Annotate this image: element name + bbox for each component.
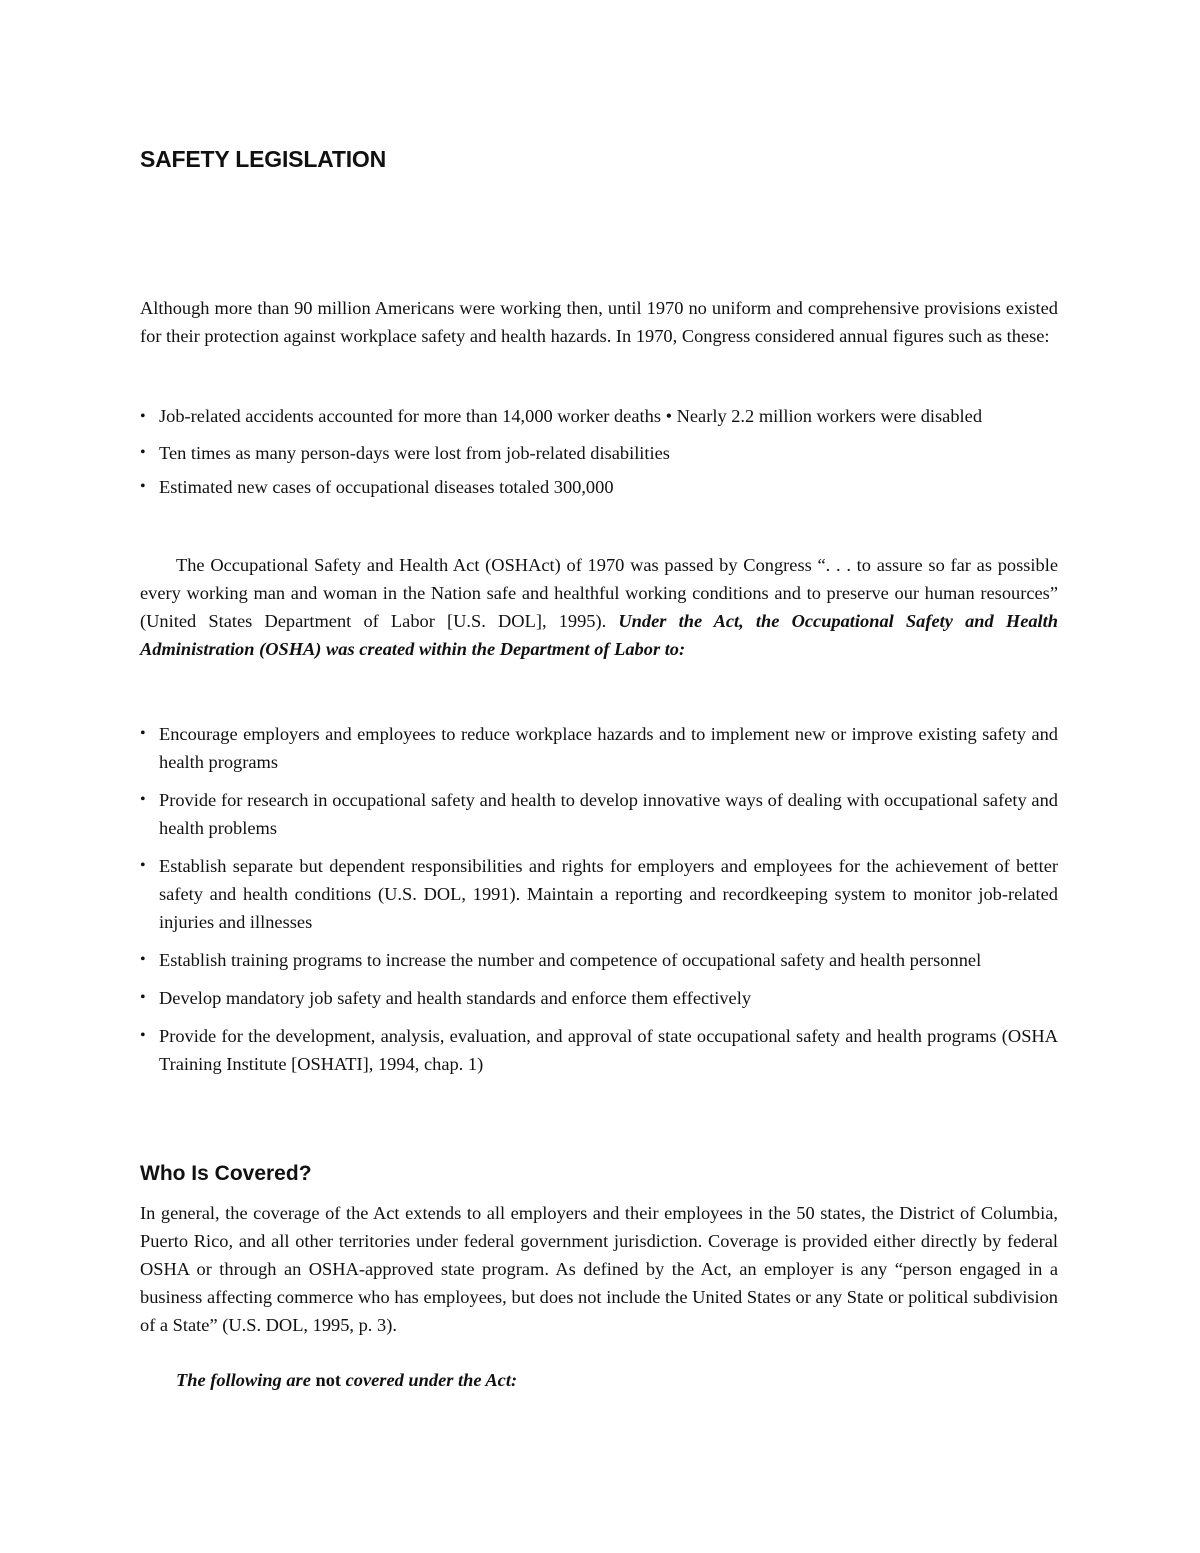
bullet-icon: • — [140, 478, 146, 495]
bullet-icon: • — [140, 951, 146, 968]
not-covered-part2: not — [310, 1370, 346, 1390]
list-item — [140, 473, 1058, 501]
list-item — [140, 720, 1058, 776]
list-item-text: Job-related accidents accounted for more than 14,000 worker deaths • Nearly 2.2 million workers were disabled — [159, 406, 983, 426]
list-item — [140, 786, 1058, 842]
osha-act-emphasis: Under the Act, the Occupational Safety and Health Administration (OSHA) was created within the Department of Labor to: — [140, 611, 1058, 659]
list-item-text: Estimated new cases of occupational diseases totaled 300,000 — [159, 477, 614, 497]
list-item — [140, 946, 1058, 974]
list-item — [140, 1022, 1058, 1078]
bullet-icon: • — [140, 1027, 146, 1044]
osha-act-text: The Occupational Safety and Health Act (OSHAct) of 1970 was passed by Congress “. . . to assure so far as possible every working man and woman in the Nation safe and healthful working conditions and to preserve our human resources” (United States Department of Labor [U.S. DOL], 1995). — [140, 555, 1058, 631]
list-item-text: Ten times as many person-days were lost from job-related disabilities — [159, 443, 670, 463]
bullet-icon: • — [140, 408, 146, 425]
purposes-list — [140, 720, 1058, 1088]
list-item-text: Encourage employers and employees to reduce workplace hazards and to implement new or improve existing safety and health programs — [159, 724, 1058, 772]
list-item-text: Establish separate but dependent responsibilities and rights for employers and employees for the achievement of better safety and health conditions (U.S. DOL, 1991). Maintain a reporting and recordkeeping system to monitor job-related injuries and illnesses — [159, 856, 1058, 932]
osha-act-paragraph — [140, 551, 1058, 663]
list-item — [140, 400, 1058, 433]
list-item-text: Provide for research in occupational safety and health to develop innovative ways of dealing with occupational safety and health problems — [159, 790, 1058, 838]
coverage-heading: Who Is Covered? — [140, 1162, 312, 1185]
list-item-text: Develop mandatory job safety and health standards and enforce them effectively — [159, 988, 752, 1008]
list-item-text: Provide for the development, analysis, evaluation, and approval of state occupational safety and health programs (OSHA Training Institute [OSHATI], 1994, chap. 1) — [159, 1026, 1058, 1074]
coverage-paragraph: In general, the coverage of the Act extends to all employers and their employees in the 50 states, the District of Columbia, Puerto Rico, and all other territories under federal government jurisdiction. Coverage is provided either directly by federal OSHA or through an OSHA-approved state program. As defined by the Act, an employer is any “person engaged in a business affecting commerce who has employees, but does not include the United States or any State or political subdivision of a State” (U.S. DOL, 1995, p. 3). — [140, 1203, 1058, 1335]
list-item — [140, 852, 1058, 936]
list-item — [140, 439, 1058, 467]
figures-list — [140, 400, 1058, 507]
not-covered-part3: covered under the Act: — [345, 1370, 518, 1390]
not-covered-part1: The following are — [176, 1370, 311, 1390]
bullet-icon: • — [140, 725, 146, 742]
bullet-icon: • — [140, 857, 146, 874]
intro-paragraph: Although more than 90 million Americans were working then, until 1970 no uniform and comprehensive provisions existed for their protection against workplace safety and health hazards. In 1970, Congress considered annual figures such as these: — [140, 298, 1058, 346]
list-item-text: Establish training programs to increase the number and competence of occupational safety and health personnel — [159, 950, 982, 970]
bullet-icon: • — [140, 989, 146, 1006]
page-title: SAFETY LEGISLATION — [140, 146, 387, 172]
bullet-icon: • — [140, 444, 146, 461]
bullet-icon: • — [140, 791, 146, 808]
not-covered-line — [140, 1366, 1058, 1394]
list-item — [140, 984, 1058, 1012]
